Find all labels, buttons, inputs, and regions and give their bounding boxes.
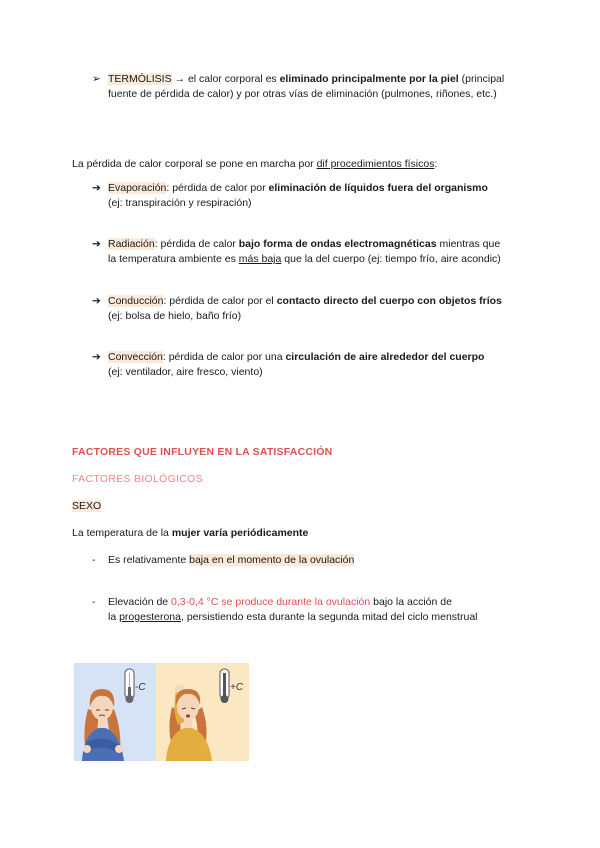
section-subtitle: FACTORES BIOLÓGICOS (72, 473, 203, 485)
right-arrow-bullet-icon: ➔ (92, 295, 101, 307)
section-title: FACTORES QUE INFLUYEN EN LA SATISFACCIÓN (72, 446, 333, 458)
mechanism-conduction: Conducción: pérdida de calor por el contacto directo del cuerpo con objetos fríos (108, 295, 502, 307)
termolisis-line-2: fuente de pérdida de calor) y por otras vías de eliminación (pulmones, riñones, etc.) (108, 88, 497, 100)
mechanism-radiation: Radiación: pérdida de calor bajo forma de ondas electromagnéticas mientras que (108, 238, 501, 250)
mechanism-example: (ej: transpiración y respiración) (108, 197, 252, 209)
mechanism-term: Evaporación (108, 182, 167, 194)
mechanism-term: Convección (108, 351, 163, 363)
dash-bullet: - (92, 554, 96, 566)
hot-label: +C (230, 682, 244, 693)
mechanism-term: Conducción (108, 295, 164, 307)
right-arrow-bullet-icon: ➔ (92, 351, 101, 363)
section-tag: SEXO (72, 500, 102, 512)
intro-paragraph: La pérdida de calor corporal se pone en marcha por dif procedimientos físicos: (72, 158, 438, 170)
right-arrow-bullet-icon: ➔ (92, 182, 101, 194)
termolisis-term: TERMÓLISIS (108, 73, 172, 85)
mechanism-example: (ej: ventilador, aire fresco, viento) (108, 366, 263, 378)
cold-label: -C (135, 682, 146, 693)
right-arrow-icon: → (174, 73, 186, 85)
termolisis-line-1: TERMÓLISIS → el calor corporal es eliminado principalmente por la piel (principal (108, 73, 505, 85)
temperature-illustration (74, 663, 249, 761)
dash-bullet: - (92, 596, 96, 608)
right-arrow-bullet-icon: ➔ (92, 238, 101, 250)
mechanism-example: la temperatura ambiente es más baja que la del cuerpo (ej: tiempo frío, aire acondic) (108, 253, 501, 265)
thermometer-low-icon (125, 669, 134, 703)
mechanism-convection: Convección: pérdida de calor por una circulación de aire alrededor del cuerpo (108, 351, 485, 363)
woman-paragraph: La temperatura de la mujer varía periódicamente (72, 527, 309, 539)
list-item-continuation: la progesterona, persistiendo esta durante la segunda mitad del ciclo menstrual (108, 611, 478, 623)
thermometer-high-icon (220, 669, 229, 703)
mechanism-example: (ej: bolsa de hielo, baño frío) (108, 310, 242, 322)
arrowhead-bullet-icon: ➢ (92, 73, 101, 85)
list-item: Es relativamente baja en el momento de la ovulación (108, 554, 355, 566)
mechanism-evaporation: Evaporación: pérdida de calor por eliminación de líquidos fuera del organismo (108, 182, 488, 194)
mechanism-term: Radiación (108, 238, 155, 250)
list-item: Elevación de 0,3-0,4 °C se produce durante la ovulación bajo la acción de (108, 596, 452, 608)
illustration-svg (74, 663, 249, 761)
